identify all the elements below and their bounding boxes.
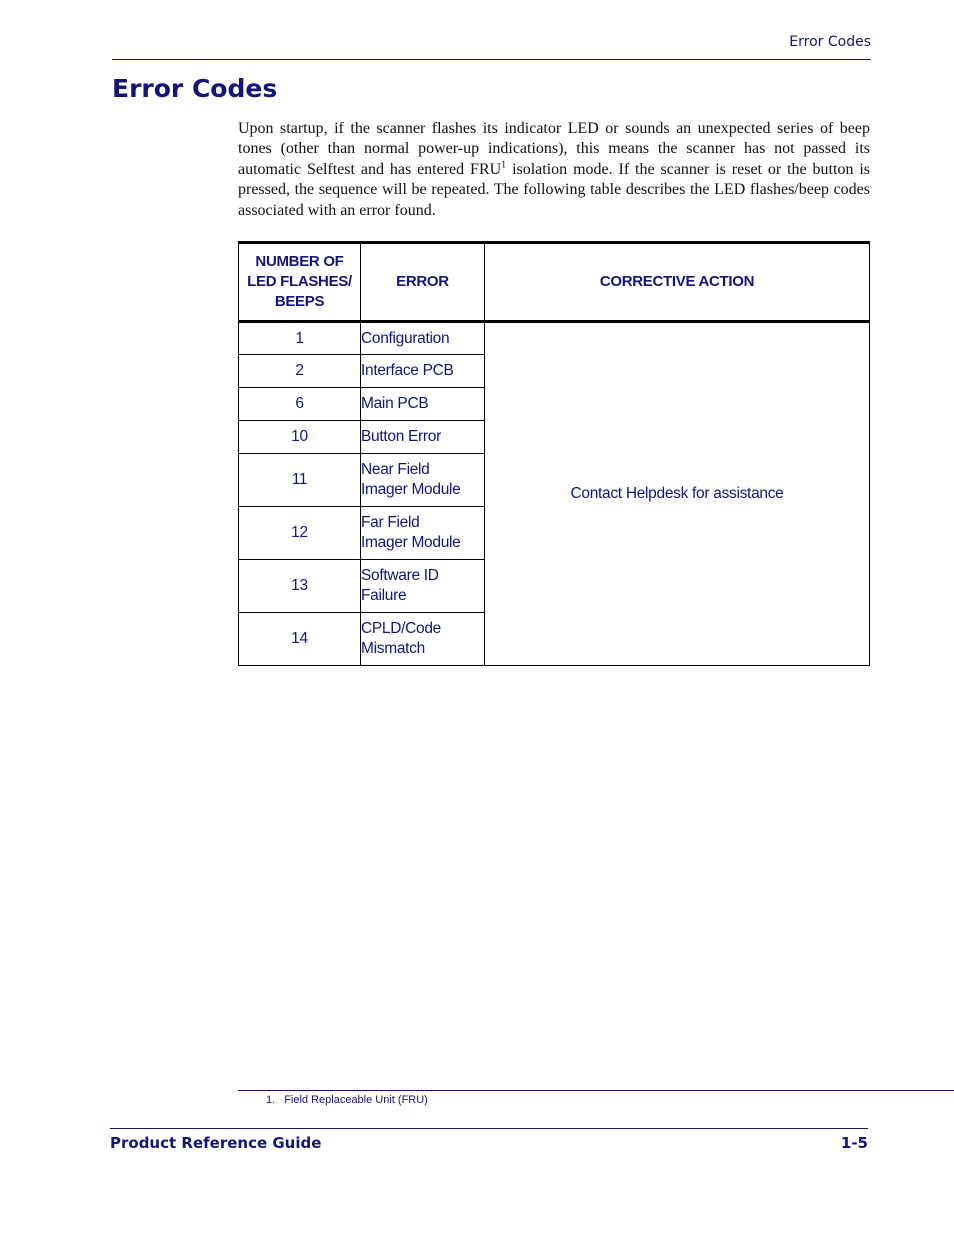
error-name: Button Error [361,421,485,454]
footnote [266,1094,428,1106]
error-name: Main PCB [361,388,485,421]
footnote-marker: 1. [266,1094,276,1106]
page-title: Error Codes [112,74,278,103]
flash-count: 12 [239,507,361,560]
flash-count: 1 [239,322,361,355]
page-number: 1-5 [840,1134,868,1152]
footnote-reference[interactable]: 1 [501,159,507,171]
header-number: NUMBER OF LED FLASHES/ BEEPS [239,243,361,322]
header-rule [112,59,871,60]
error-name: Far Field Imager Module [361,507,485,560]
intro-text-start: Upon startup, if the scanner flashes its indicator LED or sounds an unexpected series of beep tones (other than normal power-up indications), this means the scanner has not passed its automatic Selftest and has entered FRU [238,120,870,178]
flash-count: 14 [239,613,361,666]
error-name: Configuration [361,322,485,355]
intro-paragraph [238,119,870,221]
flash-count: 6 [239,388,361,421]
flash-count: 11 [239,454,361,507]
error-name: Interface PCB [361,355,485,388]
intro-text-end: isolation mode. If the scanner is reset or the button is pressed, the sequence will be repeated. The following table describes the LED flashes/beep codes associated with an error found. [238,160,870,219]
corrective-action: Contact Helpdesk for assistance [485,322,870,666]
error-name: Software ID Failure [361,560,485,613]
footer-rule [110,1128,868,1129]
running-header: Error Codes [789,34,871,50]
error-name: Near Field Imager Module [361,454,485,507]
error-codes-table [238,241,870,666]
footnote-rule [238,1090,954,1091]
flash-count: 10 [239,421,361,454]
table-header-row [239,243,870,322]
table-row [239,322,870,355]
footnote-text: Field Replaceable Unit (FRU) [284,1094,428,1106]
header-error: ERROR [361,243,485,322]
flash-count: 2 [239,355,361,388]
flash-count: 13 [239,560,361,613]
footer-guide-title: Product Reference Guide [110,1134,322,1152]
error-name: CPLD/Code Mismatch [361,613,485,666]
header-corrective-action: CORRECTIVE ACTION [485,243,870,322]
